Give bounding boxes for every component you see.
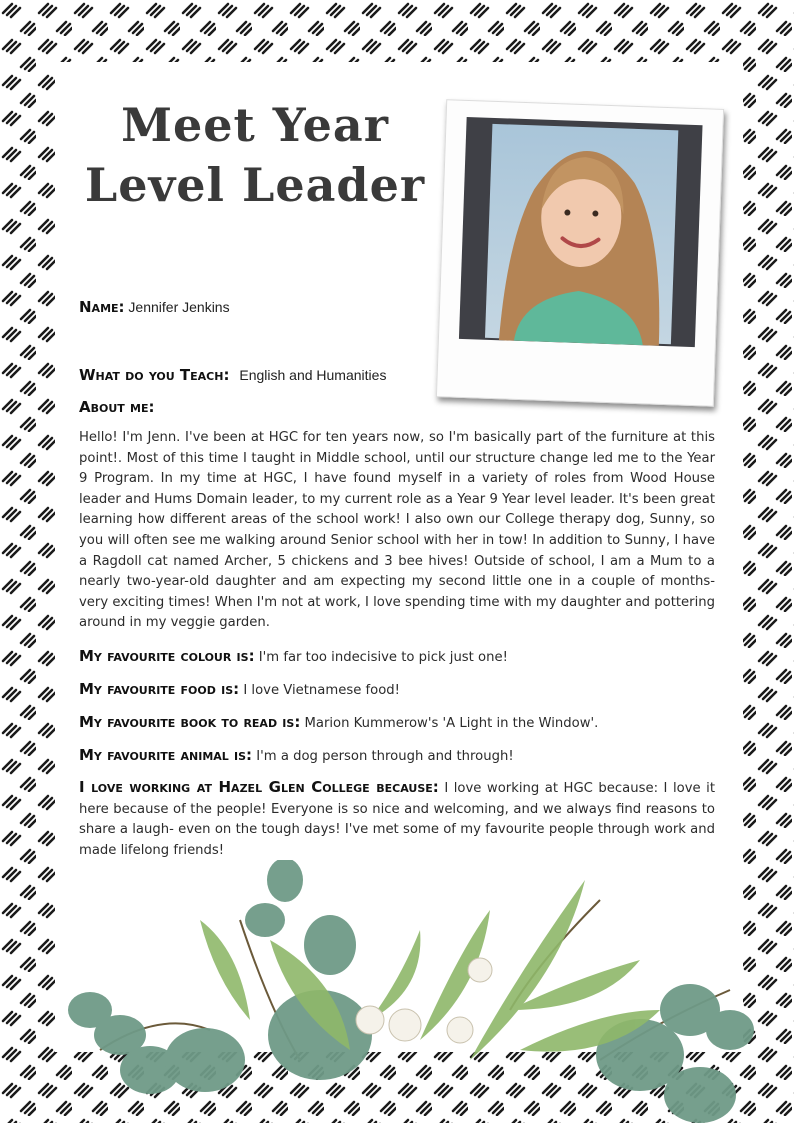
about-label: About me: <box>79 398 155 416</box>
teach-value: English and Humanities <box>239 367 387 383</box>
love-working <box>79 777 715 861</box>
favourite-book <box>79 712 715 735</box>
favourite-animal-label: My favourite animal is: <box>79 746 253 764</box>
name-field <box>79 298 230 316</box>
title-line-1: Meet Year <box>121 98 389 152</box>
favourite-book-label: My favourite book to read is: <box>79 713 301 731</box>
portrait-figure-icon <box>459 117 703 347</box>
about-text: Hello! I'm Jenn. I've been at HGC for ten years now, so I'm basically part of the furniture at this point!. Most of this time I taught in Middle school, until our structure change led me to the Year 9 Program. In my time at HGC, I have found myself in a variety of roles from Wood House leader and Hums Domain leader, to my current role as a Year 9 Year level leader. It's been great learning how different areas of the school work! I also own our College therapy dog, Sunny, so you will often see me walking around Senior school with her in tow! In addition to Sunny, I have a Ragdoll cat named Archer, 5 chickens and 3 bee hives! Outside of school, I am a Mum to a nearly two-year-old daughter and am expecting my second little one in a couple of months- very exciting times! When I'm not at work, I love spending time with my daughter and pottering around in my veggie garden. <box>79 430 715 631</box>
teach-label: What do you Teach: <box>79 366 230 384</box>
portrait-photo <box>459 117 703 347</box>
name-label: Name: <box>79 298 125 316</box>
teach-field <box>79 366 386 384</box>
favourite-animal-value: I'm a dog person through and through! <box>256 749 514 764</box>
page-title <box>55 95 455 215</box>
favourite-food-label: My favourite food is: <box>79 680 240 698</box>
name-value: Jennifer Jenkins <box>128 299 230 315</box>
polaroid-frame <box>436 99 724 407</box>
about-heading <box>79 398 154 416</box>
favourite-food <box>79 679 715 702</box>
eucalyptus-leaves-icon <box>40 860 760 1123</box>
love-working-value: I love working at HGC because: I love it here because of the people! Everyone is so nice and welcoming, and we always find reasons to share a laugh- even on the tough days! I've met some of my favourite people through work and made lifelong friends! <box>79 781 715 858</box>
title-line-2: Level Leader <box>84 158 426 212</box>
favourite-food-value: I love Vietnamese food! <box>243 683 400 698</box>
love-working-label: I love working at Hazel Glen College because: <box>79 778 439 796</box>
favourite-animal <box>79 745 715 768</box>
favourite-colour-value: I'm far too indecisive to pick just one! <box>258 650 508 665</box>
favourite-colour <box>79 646 715 669</box>
favourite-book-value: Marion Kummerow's 'A Light in the Window'. <box>304 716 599 731</box>
favourite-colour-label: My favourite colour is: <box>79 647 255 665</box>
